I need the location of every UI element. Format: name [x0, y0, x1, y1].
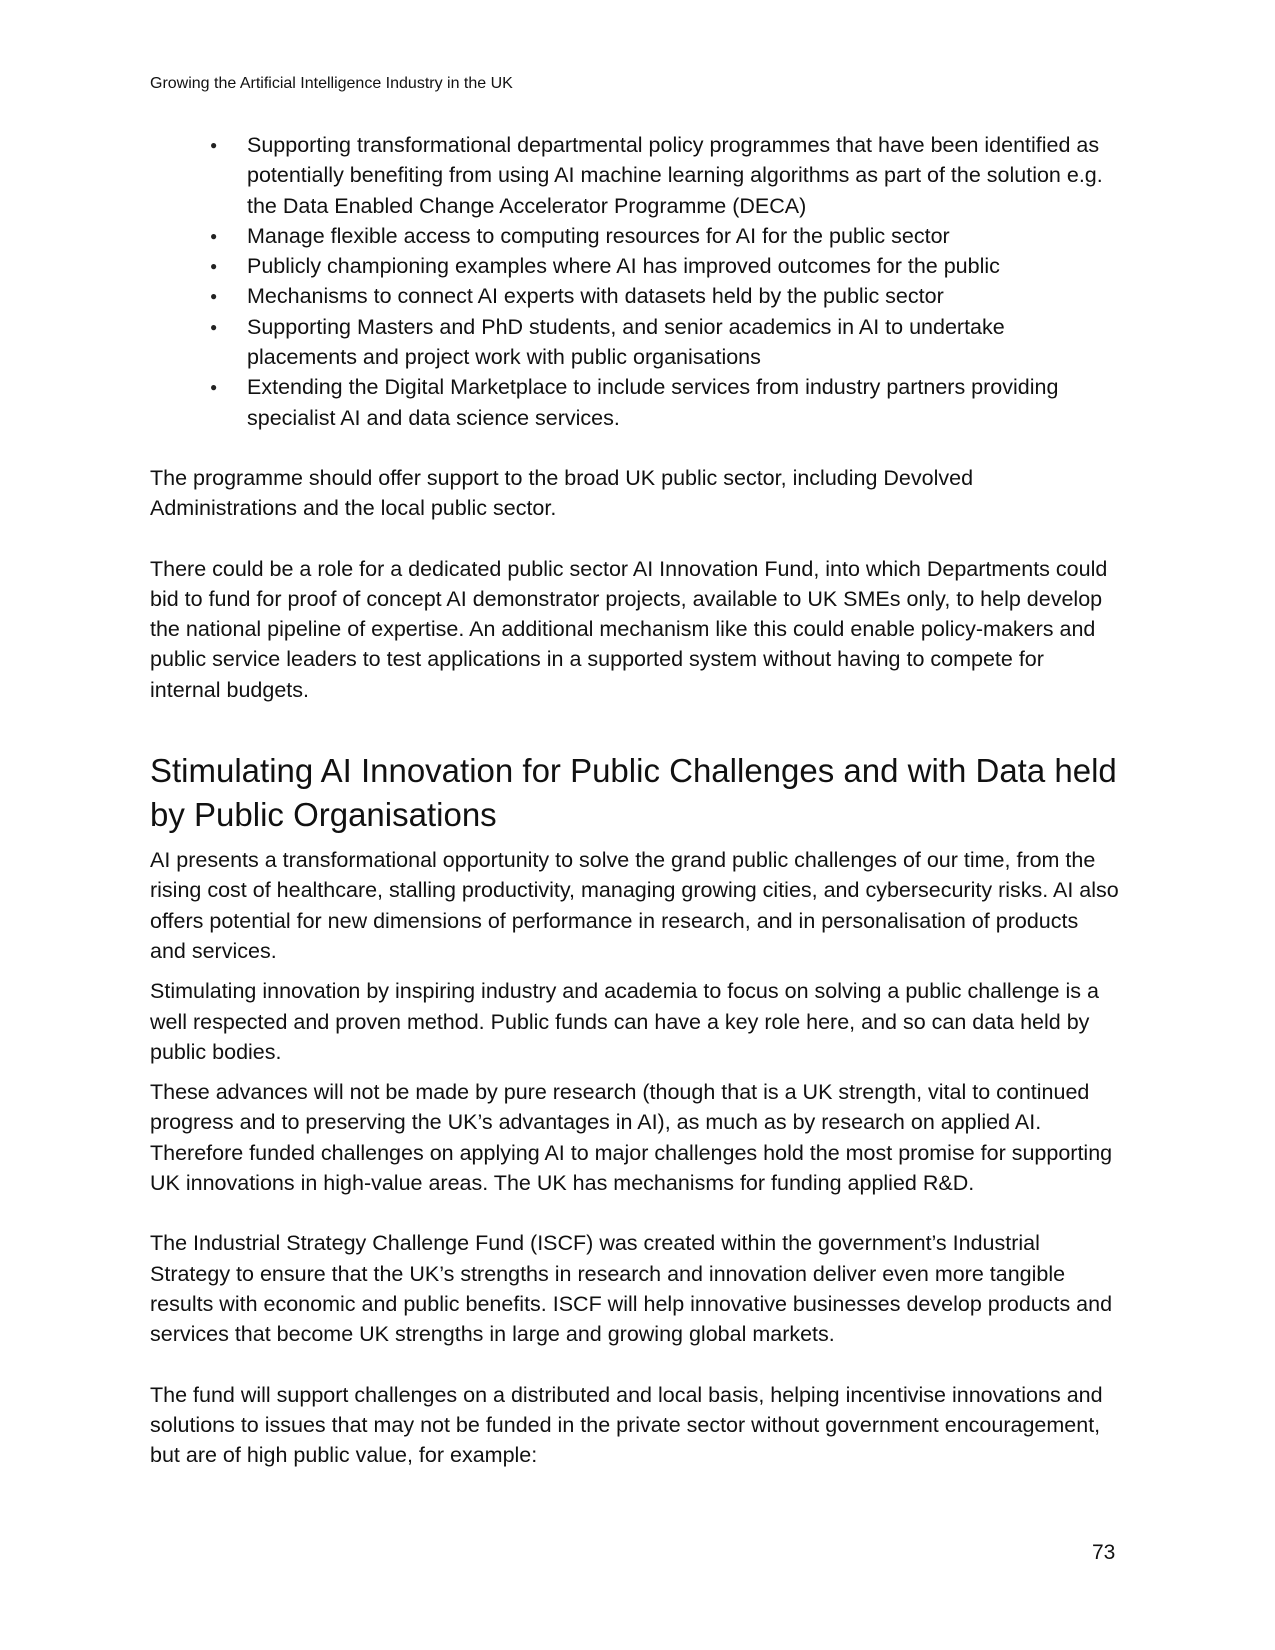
body-paragraph: The programme should offer support to the broad UK public sector, including Devolved Administrations and the local public sector. — [150, 465, 974, 521]
body-paragraph: AI presents a transformational opportunity to solve the grand public challenges of our time, from the rising cost of healthcare, stalling productivity, managing growing cities, and cybersecurity risks. AI also offers potential for new dimensions of performance in research, and in personalisation of products and services. — [150, 848, 1119, 963]
body-paragraph: These advances will not be made by pure research (though that is a UK strength, vital to continued progress and to preserving the UK’s advantages in AI), as much as by research on applied AI. Therefore funded challenges on applying AI to major challenges hold the most promise for supporting UK innovations in high-value areas. The UK has mechanisms for funding applied R&D. — [150, 1080, 1113, 1196]
list-item: ● Supporting Masters and PhD students, and senior academics in AI to undertake placements and project work with public organisations — [247, 312, 1120, 373]
section-heading: Stimulating AI Innovation for Public Challenges and with Data held by Public Organisations — [150, 752, 1117, 834]
running-header: Growing the Artificial Intelligence Industry in the UK — [150, 75, 513, 92]
list-item: ● Publicly championing examples where AI has improved outcomes for the public — [247, 251, 1120, 281]
body-paragraph: The fund will support challenges on a distributed and local basis, helping incentivise innovations and solutions to issues that may not be funded in the private sector without government encouragement, but are of high public value, for example: — [150, 1382, 1103, 1468]
list-item: ● Extending the Digital Marketplace to include services from industry partners providing specialist AI and data science services. — [247, 372, 1120, 433]
page-body — [150, 130, 1120, 1470]
bullet-list — [150, 130, 1120, 433]
list-item: ● Manage flexible access to computing resources for AI for the public sector — [247, 221, 1120, 251]
body-paragraph: The Industrial Strategy Challenge Fund (ISCF) was created within the government’s Industrial Strategy to ensure that the UK’s strengths in research and innovation deliver even more tangible results with economic and public benefits. ISCF will help innovative businesses develop products and services that become UK strengths in large and growing global markets. — [150, 1231, 1113, 1347]
body-paragraph: Stimulating innovation by inspiring industry and academia to focus on solving a public challenge is a well respected and proven method. Public funds can have a key role here, and so can data held by public bodies. — [150, 979, 1099, 1064]
list-item: ● Mechanisms to connect AI experts with datasets held by the public sector — [247, 281, 1120, 311]
page-number: 73 — [1092, 1541, 1116, 1564]
list-item: ● Supporting transformational departmental policy programmes that have been identified as potentially benefiting from using AI machine learning algorithms as part of the solution e.g. the Data Enabled Change Accelerator Programme (DECA) — [247, 130, 1120, 221]
body-paragraph: There could be a role for a dedicated public sector AI Innovation Fund, into which Departments could bid to fund for proof of concept AI demonstrator projects, available to UK SMEs only, to help develop the national pipeline of expertise. An additional mechanism like this could enable policy-makers and public service leaders to test applications in a supported system without having to compete for internal budgets. — [150, 556, 1108, 702]
